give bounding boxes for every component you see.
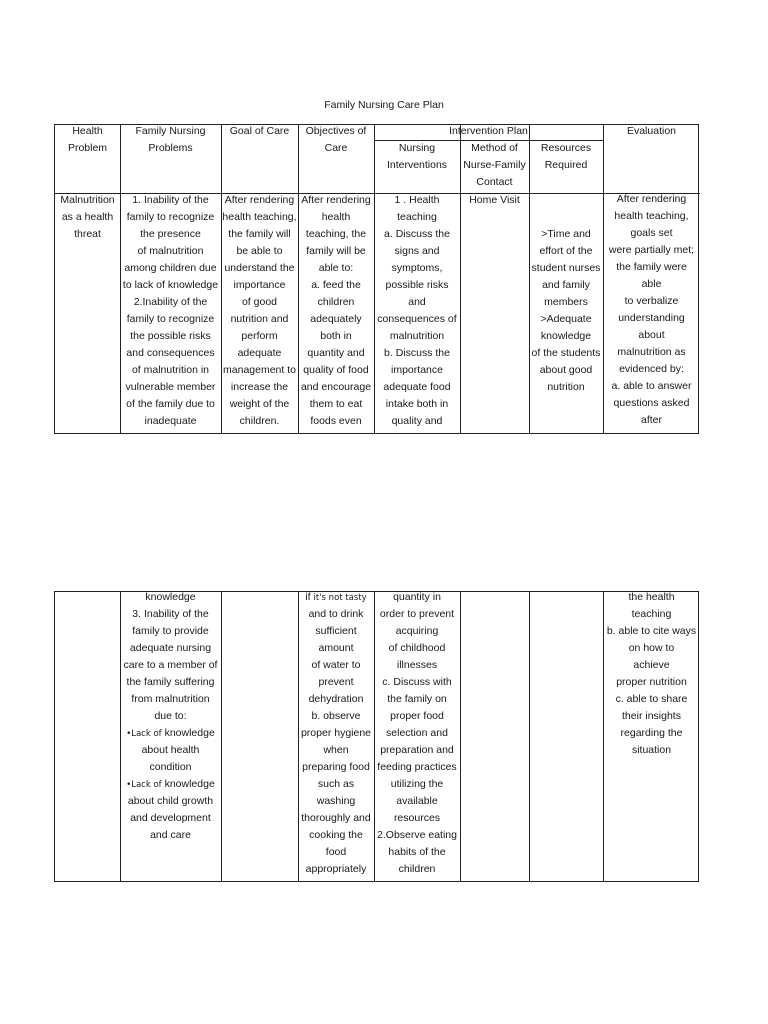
cell-line: children — [398, 863, 436, 875]
header-evaluation: Evaluation — [626, 125, 677, 137]
cell-line: malnutrition — [389, 330, 445, 342]
cell-line: available — [396, 795, 438, 807]
cell-line: a. Discuss the — [384, 228, 450, 240]
cell-line: importance — [233, 279, 286, 291]
cell-line: proper nutrition — [616, 676, 687, 688]
cell-line: order to prevent — [379, 608, 455, 620]
cell-evaluation-cont — [603, 589, 700, 759]
cell-objectives-cont: if it's not tasty and to drink sufficient amount of water to prevent dehydration b. observe proper hygiene when preparing food such as washing thoroughly and cooking the food appropriately — [298, 589, 374, 878]
cell-line: and encourage — [300, 381, 372, 393]
cell-line: 1. Inability of the — [132, 194, 209, 206]
cell-line: >Adequate — [540, 313, 592, 325]
cell-line: dehydration — [308, 693, 364, 705]
cell-line: adequately — [310, 313, 362, 325]
cell-line: questions asked — [613, 397, 690, 409]
cell-line: from malnutrition — [131, 693, 210, 705]
cell-line: acquiring — [395, 625, 439, 637]
cell-line: and family — [542, 279, 590, 291]
cell-line: proper food — [390, 710, 444, 722]
cell-line: be able to — [236, 245, 283, 257]
cell-line: and consequences — [126, 347, 215, 359]
cell-line: perform — [241, 330, 278, 342]
cell-line: 3. Inability of the — [132, 608, 209, 620]
cell-line: were partially met; — [608, 244, 695, 256]
cell-line: sufficient — [315, 625, 357, 637]
cell-line: b. able to cite ways — [606, 625, 697, 637]
cell-line: health — [321, 211, 351, 223]
cell-line: c. able to share — [615, 693, 688, 705]
cell-line: when — [323, 744, 349, 756]
cell-line: consequences of — [377, 313, 457, 325]
cell-line: Malnutrition — [60, 194, 115, 206]
cell-line: symptoms, — [391, 262, 443, 274]
cell-line: quality of food — [303, 364, 369, 376]
cell-line: about good — [539, 364, 593, 376]
cell-line: feeding practices — [377, 761, 457, 773]
cell-line: appropriately — [305, 863, 367, 875]
cell-line: possible risks — [385, 279, 449, 291]
cell-line: them to eat — [309, 398, 363, 410]
cell-line: adequate — [237, 347, 282, 359]
header-objectives-of-care: Objectives of Care — [305, 125, 367, 154]
header-goal-of-care: Goal of Care — [229, 125, 290, 137]
cell-line: a. able to answer — [611, 380, 692, 392]
cell-line: quality and — [391, 415, 443, 427]
cell-line: 1 . Health — [394, 194, 440, 206]
cell-interventions — [374, 192, 460, 430]
cell-line: nutrition — [547, 381, 585, 393]
cell-line: their insights — [622, 710, 681, 722]
header-health-problem: Health Problem — [67, 125, 108, 154]
header-resources-required: Resources Required — [540, 142, 592, 171]
cell-line: c. Discuss with — [382, 676, 452, 688]
cell-line: management to — [223, 364, 296, 376]
cell-line: to lack of knowledge — [122, 279, 219, 291]
cell-line: children. — [239, 415, 280, 427]
cell-family-problems — [120, 192, 221, 430]
cell-line: quantity and — [307, 347, 365, 359]
cell-line: inadequate — [144, 415, 197, 427]
header-intervention-plan: Intervention Plan — [449, 125, 528, 137]
cell-line: Home Visit — [469, 194, 520, 206]
cell-line: able to: — [318, 262, 354, 274]
cell-line: about — [638, 329, 665, 341]
cell-line: members — [544, 296, 588, 308]
cell-family-problems-cont: knowledge 3. Inability of the family to provide adequate nursing care to a member of the family suffering from malnutrition due to: •Lack of knowledge about health condition •Lack of knowledge about child growth and development and care — [120, 589, 221, 844]
cell-line: selection and — [386, 727, 448, 739]
cell-line: signs and — [394, 245, 440, 257]
cell-line: as a health — [61, 211, 114, 223]
cell-line: the presence — [140, 228, 201, 240]
cell-line: threat — [74, 228, 101, 240]
cell-line: health teaching, — [614, 210, 689, 222]
cell-line: after — [640, 414, 662, 426]
cell-line: family to provide — [132, 625, 209, 637]
cell-line: teaching, the — [305, 228, 367, 240]
cell-line: food — [325, 846, 347, 858]
cell-line: knowledge — [145, 591, 196, 603]
care-plan-table-2 — [54, 591, 699, 882]
cell-line: evidenced by: — [619, 363, 684, 375]
cell-line: weight of the — [229, 398, 290, 410]
cell-line: on how to — [628, 642, 675, 654]
bullet-lack-growth-knowledge: •Lack of knowledge — [126, 778, 215, 790]
cell-line: children — [317, 296, 355, 308]
cell-line: 2.Inability of the — [133, 296, 208, 308]
cell-line: adequate food — [383, 381, 451, 393]
cell-line: importance — [391, 364, 443, 376]
cell-line: vulnerable member — [125, 381, 216, 393]
cell-line: increase the — [230, 381, 289, 393]
cell-line: preparation and — [380, 744, 454, 756]
cell-line: After rendering — [301, 194, 371, 206]
header-method-of-contact: Method of Nurse-Family Contact — [463, 142, 526, 188]
cell-line: the family were — [616, 261, 687, 273]
cell-line: the family suffering — [126, 676, 215, 688]
cell-line: goals set — [630, 227, 673, 239]
cell-resources — [529, 226, 603, 396]
cell-line: effort of the — [539, 245, 593, 257]
cell-line: care to a member of — [123, 659, 218, 671]
cell-line: the possible risks — [130, 330, 211, 342]
cell-line: due to: — [154, 710, 187, 722]
cell-line: the health — [628, 591, 675, 603]
cell-line: prevent — [318, 676, 354, 688]
cell-line: both in — [320, 330, 352, 342]
cell-line: regarding the — [620, 727, 683, 739]
cell-line: family to recognize — [126, 313, 215, 325]
cell-line: adequate nursing — [129, 642, 212, 654]
cell-line: amount — [318, 642, 354, 654]
cell-line: malnutrition as — [617, 346, 686, 358]
cell-line: teaching — [631, 608, 672, 620]
cell-line: such as — [317, 778, 355, 790]
cell-line: illnesses — [396, 659, 438, 671]
cell-line: of water to — [311, 659, 361, 671]
cell-line: habits of the — [388, 846, 446, 858]
cell-line: family to recognize — [126, 211, 215, 223]
cell-objectives — [298, 192, 374, 430]
cell-line: understand the — [224, 262, 295, 274]
care-plan-table-1 — [54, 124, 699, 434]
cell-line: of good — [241, 296, 278, 308]
cell-line: intake both in — [385, 398, 449, 410]
cell-method — [460, 192, 529, 209]
cell-line: the family will — [228, 228, 291, 240]
cell-line: and — [408, 296, 426, 308]
cell-line: among children due — [124, 262, 217, 274]
bullet-lack-health-knowledge: •Lack of knowledge — [126, 727, 215, 739]
header-family-nursing-problems: Family Nursing Problems — [135, 125, 206, 154]
cell-line: of malnutrition — [137, 245, 204, 257]
cell-line: After rendering — [616, 193, 687, 205]
cell-line: teaching — [397, 211, 437, 223]
cell-goal — [221, 192, 298, 430]
cell-line: quantity in — [393, 591, 441, 603]
cell-line: b. observe — [311, 710, 361, 722]
cell-line: resources — [393, 812, 441, 824]
cell-line: able — [641, 278, 662, 290]
cell-line: foods even — [310, 415, 362, 427]
cell-line: b. Discuss the — [384, 347, 450, 359]
cell-line: achieve — [633, 659, 670, 671]
cell-line: washing — [316, 795, 356, 807]
cell-line: thoroughly and — [301, 812, 371, 824]
cell-line: health teaching, — [222, 211, 297, 223]
cell-line: knowledge — [540, 330, 592, 342]
cell-line: 2.Observe eating — [377, 829, 457, 841]
cell-line: understanding — [618, 312, 685, 324]
cell-line: nutrition and — [230, 313, 289, 325]
header-nursing-interventions: Nursing Interventions — [386, 142, 448, 171]
page-title: Family Nursing Care Plan — [324, 99, 444, 111]
cell-line: the family on — [387, 693, 447, 705]
cell-line: situation — [631, 744, 672, 756]
cell-line: proper hygiene — [300, 727, 372, 739]
cell-line: preparing food — [302, 761, 370, 773]
cell-health-problem — [55, 192, 120, 243]
cell-interventions-cont — [374, 589, 460, 878]
cell-line: to verbalize — [624, 295, 679, 307]
cell-line: of malnutrition in — [131, 364, 210, 376]
cell-line: of childhood — [388, 642, 446, 654]
cell-line: After rendering — [224, 194, 295, 206]
cell-line: student nurses — [531, 262, 601, 274]
cell-evaluation — [603, 191, 700, 429]
cell-line: of the family due to — [126, 398, 215, 410]
cell-line: of the students — [531, 347, 601, 359]
cell-line: cooking the — [309, 829, 363, 841]
cell-line: and to drink — [308, 608, 364, 620]
cell-line: >Time and — [541, 228, 591, 240]
cell-line: a. feed the — [311, 279, 361, 291]
cell-line: family will be — [306, 245, 366, 257]
cell-line: utilizing the — [390, 778, 444, 790]
